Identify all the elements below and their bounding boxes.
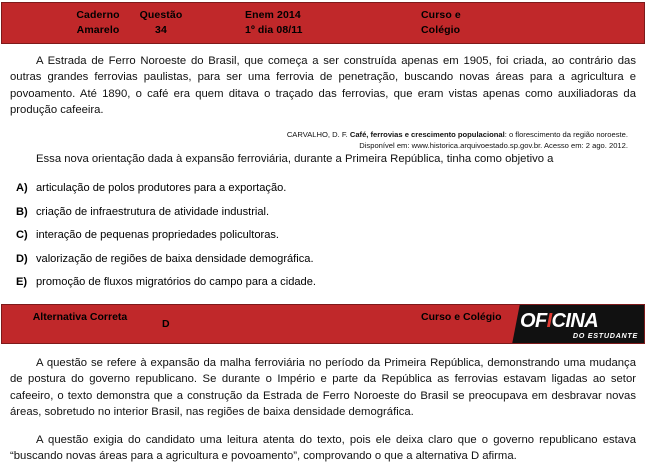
explanation-paragraph-2: A questão exigia do candidato uma leitura atenta do texto, pois ele deixa claro que o governo republicano estava “buscando novas áreas para a agricultura e povoamento”, comprovando o que a alternativa D afirma. [10, 433, 636, 463]
header-curso-line2: Colégio [421, 24, 461, 36]
correct-answer-label [20, 310, 140, 325]
alternative-option-c[interactable] [10, 228, 636, 243]
header-exam-day: 1º dia 08/11 [245, 24, 303, 36]
correct-answer-letter: D [162, 318, 170, 331]
header-column-caderno [66, 8, 130, 38]
correct-answer-label-line2: Correta [89, 311, 128, 324]
citation-work-title: Café, ferrovias e crescimento populacional [349, 129, 505, 139]
header-curso-line1: Curso e [421, 9, 461, 21]
header-caderno-value: Amarelo [76, 24, 120, 36]
logo-word-part1: OF [520, 310, 547, 333]
header-questao-label: Questão [139, 9, 183, 21]
header-caderno-label: Caderno [76, 9, 120, 21]
alternative-option-b[interactable] [10, 205, 636, 220]
alternative-letter: D) [16, 252, 28, 265]
answer-curso-line2: Colégio [463, 311, 502, 324]
answer-curso-line1: Curso e [421, 311, 461, 324]
alternative-option-a[interactable] [10, 181, 636, 196]
alternative-text: criação de infraestrutura de atividade industrial. [36, 205, 270, 218]
alternative-letter: C) [16, 229, 28, 242]
source-text: A Estrada de Ferro Noroeste do Brasil, que começa a ser construída apenas em 1905, foi criada, ao contrário das outras grandes ferrovias paulistas, para ser uma ferrovia de penetração, buscando novas áreas para a agricultura e povoamento. Até 1890, o café era quem ditava o traçado das ferrovias, que eram vistas apenas como auxiliadoras da produção cafeeira. [10, 55, 636, 117]
logo-word-accent: I [546, 310, 552, 333]
alternatives-list [10, 181, 636, 290]
alternative-letter: A) [16, 182, 28, 195]
header-column-questao [130, 8, 192, 38]
correct-answer-label-line1: Alternativa [32, 311, 87, 324]
citation-work-subtitle: : o florescimento da região noroeste. [504, 129, 628, 139]
question-stem: Essa nova orientação dada à expansão ferroviária, durante a Primeira República, tinha como objetivo a [36, 152, 554, 165]
alternative-text: interação de pequenas propriedades policultoras. [36, 229, 279, 242]
explanation-paragraph-1: A questão se refere à expansão da malha ferroviária no período da Primeira República, demonstrando uma mudança de postura do governo republicano. Se durante o Império e parte da República as ferrovias estavam ligadas ao setor cafeeiro, o texto demonstra que a construção da Estrada de Ferro Noroeste do Brasil se preocupava em desbravar novas áreas, sobretudo no interior Brasil, nas regiões de baixa densidade demográfica. [10, 357, 636, 419]
explanation-section [0, 355, 646, 464]
logo-subtitle: DO ESTUDANTE [572, 331, 638, 341]
source-citation [10, 129, 636, 151]
citation-author: CARVALHO, D. F. [286, 129, 350, 139]
logo-word-part2: CINA [551, 310, 599, 333]
alternative-text: articulação de polos produtores para a exportação. [36, 182, 287, 195]
alternative-letter: B) [16, 205, 28, 218]
citation-line-1 [10, 129, 628, 140]
header-column-curso [421, 8, 531, 38]
logo-wordmark [520, 311, 598, 331]
question-header-bar [1, 2, 645, 44]
question-content [0, 53, 646, 290]
alternative-text: valorização de regiões de baixa densidade demográfica. [36, 252, 314, 265]
oficina-do-estudante-logo [496, 305, 644, 343]
header-column-exam [245, 8, 365, 38]
alternative-option-d[interactable] [10, 252, 636, 267]
answer-bar-curso [421, 310, 502, 325]
alternative-text: promoção de fluxos migratórios do campo para a cidade. [36, 276, 316, 289]
alternative-option-e[interactable] [10, 275, 636, 290]
header-questao-number: 34 [155, 24, 167, 36]
alternative-letter: E) [16, 276, 28, 289]
header-exam-name: Enem 2014 [245, 9, 301, 21]
source-text-block [10, 53, 636, 119]
correct-answer-bar [1, 304, 645, 344]
citation-line-2: Disponível em: www.historica.arquivoestado.sp.gov.br. Acesso em: 2 ago. 2012. [359, 140, 628, 150]
